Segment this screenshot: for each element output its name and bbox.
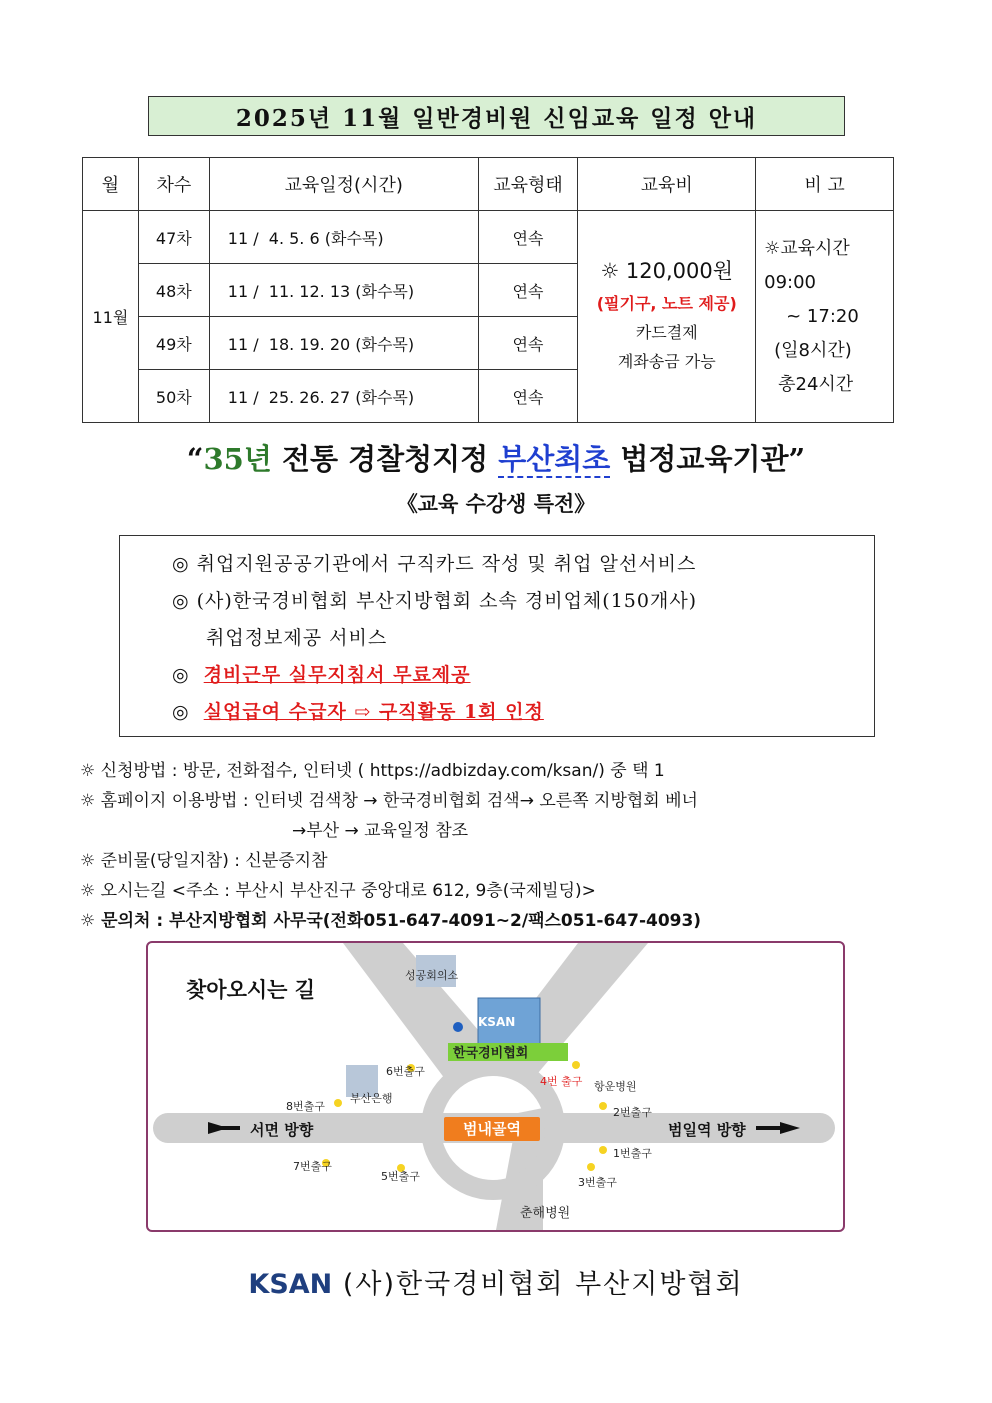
benefit-item [172,657,874,694]
header-round: 차수 [138,158,209,211]
fee-price: ☼ 120,000원 [600,259,734,283]
hospital-2-label: 춘해병원 [520,1206,571,1221]
info-section [80,756,701,936]
exit-4-dot [572,1061,580,1069]
exit-3-dot [587,1163,595,1171]
map-title: 찾아오시는 길 [186,978,316,1002]
table-header-row [83,158,894,211]
location-map [146,941,845,1232]
remark-line: 09:00 [764,271,816,293]
fee-payment-transfer: 계좌송금 가능 [617,352,716,371]
benefits-box [119,535,875,737]
remark-line: 총24시간 [778,373,854,395]
slogan-highlight: 부산최초 [498,442,611,476]
info-homepage-cont: →부산 → 교육일정 참조 [292,821,469,841]
header-remark: 비 고 [756,158,894,211]
station-label: 범내골역 [444,1117,540,1141]
exit-1-dot [599,1146,607,1154]
exit-6-label: 6번출구 [386,1065,425,1078]
info-prepare: ☼ 준비물(당일지참) : 신분증지참 [80,851,328,871]
slogan-open: “ [186,442,204,476]
benefit-item: ◎ 취업지원공공기관에서 구직카드 작성 및 취업 알선서비스 [172,553,697,575]
round-cell: 47차 [138,211,209,264]
info-homepage: ☼ 홈페이지 이용방법 : 인터넷 검색창 → 한국경비협회 검색→ 오른쪽 지방협회 베너 [80,791,698,811]
dates-cell: 11 / 25. 26. 27 (화수목) [209,370,478,423]
type-cell: 연속 [478,211,578,264]
type-cell: 연속 [478,264,578,317]
benefit-red-text: 실업급여 수급자 ⇨ 구직활동 1회 인정 [203,701,544,723]
building-label: 성공회의소 [405,969,459,982]
slogan-years: 35년 [203,442,272,476]
fee-note: (필기구, 노트 제공) [596,294,737,313]
exit-7-label: 7번출구 [293,1160,332,1173]
right-direction-label: 범일역 방향 [668,1121,746,1139]
header-schedule: 교육일정(시간) [209,158,478,211]
association-name: (사)한국경비협회 부산지방협회 [342,1269,744,1300]
exit-3-label: 3번출구 [578,1176,617,1189]
table-row [83,211,894,264]
exit-2-dot [599,1102,607,1110]
location-pin-icon [453,1022,463,1032]
slogan [0,437,992,478]
dates-cell: 11 / 4. 5. 6 (화수목) [209,211,478,264]
header-month: 월 [83,158,139,211]
ksan-building-label: KSAN [478,1015,516,1029]
page-title: 2025년 11월 일반경비원 신임교육 일정 안내 [148,96,845,136]
footer [0,1262,992,1301]
info-directions: ☼ 오시는길 <주소 : 부산시 부산진구 중앙대로 612, 9층(국제빌딩)> [80,881,596,901]
benefits-title: 《교육 수강생 특전》 [396,492,596,516]
schedule-table [82,157,894,423]
hospital-label: 항운병원 [594,1080,637,1093]
type-cell: 연속 [478,370,578,423]
fee-cell [578,211,756,423]
benefit-mark: ◎ [172,701,190,723]
info-contact: ☼ 문의처 : 부산지방협회 사무국(전화051-647-4091~2/팩스051-647-4093) [80,911,702,931]
bank-label: 부산은행 [350,1092,393,1105]
left-direction-label: 서면 방향 [250,1121,314,1139]
remark-line: (일8시간) [774,339,852,361]
slogan-end: 법정교육기관” [610,442,806,476]
round-cell: 50차 [138,370,209,423]
type-cell: 연속 [478,317,578,370]
benefit-item [172,694,874,731]
exit-4-label: 4번 출구 [540,1075,583,1088]
header-fee: 교육비 [578,158,756,211]
exit-2-label: 2번출구 [613,1106,652,1119]
slogan-mid: 전통 경찰청지정 [271,442,499,476]
remark-line: ☼교육시간 [764,237,850,259]
round-cell: 48차 [138,264,209,317]
round-cell: 49차 [138,317,209,370]
exit-5-label: 5번출구 [381,1170,420,1183]
month-cell: 11월 [83,211,139,423]
header-type: 교육형태 [478,158,578,211]
exit-8-label: 8번출구 [286,1100,325,1113]
fee-payment-card: 카드결제 [635,323,698,342]
exit-1-label: 1번출구 [613,1147,652,1160]
exit-8-dot [334,1099,342,1107]
dates-cell: 11 / 18. 19. 20 (화수목) [209,317,478,370]
info-apply: ☼ 신청방법 : 방문, 전화접수, 인터넷 ( https://adbizday.com/ksan/) 중 택 1 [80,761,665,781]
ksan-logo: KSAN [248,1269,333,1300]
benefit-mark: ◎ [172,664,190,686]
benefit-item: 취업정보제공 서비스 [206,627,388,649]
benefit-item: ◎ (사)한국경비협회 부산지방협회 소속 경비업체(150개사) [172,590,698,612]
ksan-name-label: 한국경비협회 [453,1046,529,1061]
remark-cell [756,211,894,423]
remark-line: ~ 17:20 [786,305,859,327]
dates-cell: 11 / 11. 12. 13 (화수목) [209,264,478,317]
benefit-red-text: 경비근무 실무지침서 무료제공 [203,664,471,686]
